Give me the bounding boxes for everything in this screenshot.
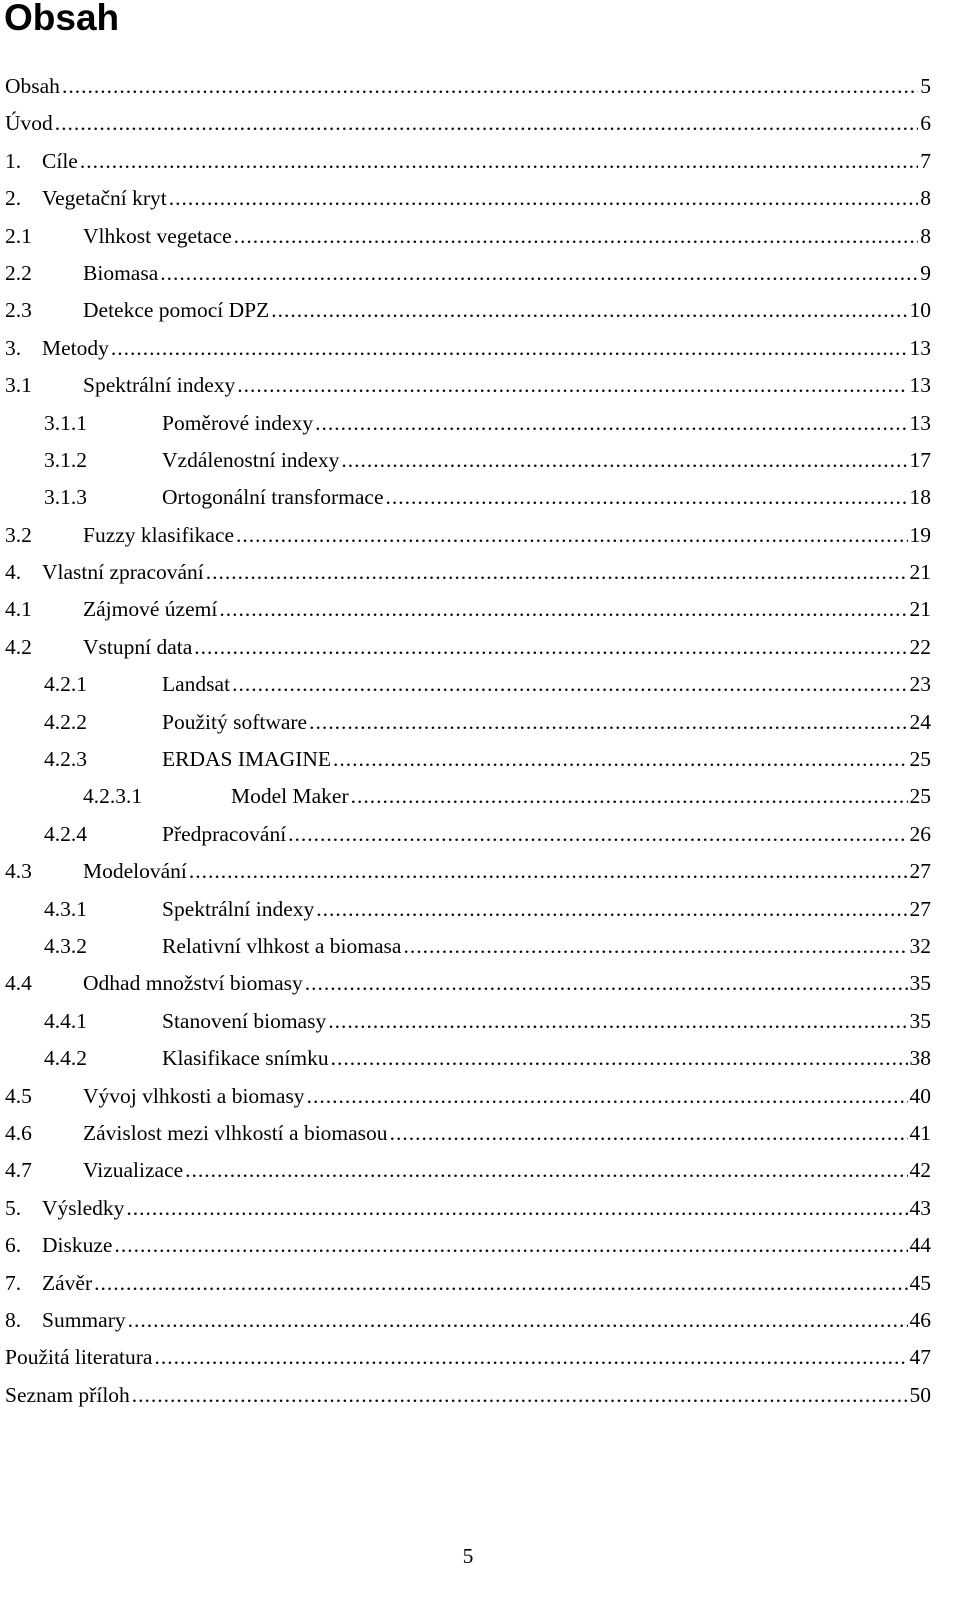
toc-entry[interactable] bbox=[5, 672, 931, 709]
toc-entry-number: 4.2.4 bbox=[44, 821, 87, 846]
toc-entry-title: Zájmové území bbox=[83, 597, 218, 622]
toc-dot-leader bbox=[128, 1308, 908, 1333]
toc-entry-page: 35 bbox=[909, 971, 931, 996]
toc-entry-number: 3.1 bbox=[5, 373, 32, 398]
toc-entry-number: 4.4.1 bbox=[44, 1008, 87, 1033]
toc-entry[interactable] bbox=[5, 523, 931, 560]
toc-entry-page: 8 bbox=[920, 223, 931, 248]
toc-entry-title: Vývoj vlhkosti a biomasy bbox=[83, 1083, 305, 1108]
toc-entry[interactable] bbox=[5, 784, 931, 821]
toc-entry-title: Seznam příloh bbox=[5, 1382, 130, 1407]
toc-entry-title: Fuzzy klasifikace bbox=[83, 522, 235, 547]
toc-entry-number: 4.5 bbox=[5, 1083, 32, 1108]
toc-entry[interactable] bbox=[5, 485, 931, 522]
toc-entry-number: 3.2 bbox=[5, 522, 32, 547]
toc-entry-title: Detekce pomocí DPZ bbox=[83, 298, 270, 323]
toc-entry-page: 38 bbox=[909, 1046, 931, 1071]
toc-entry[interactable] bbox=[5, 111, 931, 148]
toc-entry-number: 4.2.3 bbox=[44, 747, 87, 772]
toc-entry-title: Odhad množství biomasy bbox=[83, 971, 303, 996]
toc-entry-number: 4.1 bbox=[5, 597, 32, 622]
toc-dot-leader bbox=[237, 373, 907, 398]
toc-dot-leader bbox=[386, 485, 908, 510]
toc-entry-title: Spektrální indexy bbox=[83, 373, 236, 398]
toc-dot-leader bbox=[111, 336, 908, 361]
toc-entry-title: Použitá literatura bbox=[5, 1345, 153, 1370]
toc-entry-page: 27 bbox=[909, 859, 931, 884]
toc-entry[interactable] bbox=[5, 747, 931, 784]
toc-dot-leader bbox=[341, 448, 907, 473]
toc-entry-number: 4.3.2 bbox=[44, 933, 87, 958]
toc-entry-number: 3.1.2 bbox=[44, 447, 87, 472]
toc-entry-title: Vlastní zpracování bbox=[42, 560, 204, 585]
toc-entry-page: 19 bbox=[909, 522, 931, 547]
toc-entry-title: Diskuze bbox=[42, 1233, 113, 1258]
toc-entry-title: Model Maker bbox=[231, 784, 349, 809]
toc-entry[interactable] bbox=[5, 897, 931, 934]
toc-entry[interactable] bbox=[5, 1233, 931, 1270]
toc-entry[interactable] bbox=[5, 1196, 931, 1233]
toc-entry-page: 32 bbox=[909, 933, 931, 958]
toc-entry-number: 2.2 bbox=[5, 260, 32, 285]
toc-entry-number: 8. bbox=[5, 1307, 22, 1332]
toc-entry-page: 5 bbox=[920, 74, 931, 98]
toc-entry-title: Předpracování bbox=[162, 821, 287, 846]
toc-entry-title: Metody bbox=[42, 335, 109, 360]
toc-entry[interactable] bbox=[5, 822, 931, 859]
toc-entry-number: 4.3.1 bbox=[44, 896, 87, 921]
toc-entry-page: 26 bbox=[909, 821, 931, 846]
toc-entry[interactable] bbox=[5, 1158, 931, 1195]
toc-entry-page: 24 bbox=[909, 709, 931, 734]
toc-entry-number: 4.2.1 bbox=[44, 672, 87, 697]
toc-entry-page: 50 bbox=[909, 1382, 931, 1407]
toc-entry-number: 4. bbox=[5, 560, 22, 585]
toc-entry-page: 46 bbox=[909, 1307, 931, 1332]
toc-entry-title: Modelování bbox=[83, 859, 187, 884]
toc-entry-title: Vizualizace bbox=[83, 1158, 184, 1183]
toc-entry-page: 42 bbox=[909, 1158, 931, 1183]
toc-dot-leader bbox=[169, 186, 918, 211]
toc-entry-number: 4.4.2 bbox=[44, 1046, 87, 1071]
toc-entry-page: 21 bbox=[909, 597, 931, 622]
toc-dot-leader bbox=[154, 1345, 907, 1370]
toc-dot-leader bbox=[55, 111, 918, 136]
toc-dot-leader bbox=[288, 822, 907, 847]
toc-dot-leader bbox=[315, 411, 907, 436]
toc-entry-page: 13 bbox=[909, 373, 931, 398]
toc-entry-page: 27 bbox=[909, 896, 931, 921]
toc-entry[interactable] bbox=[5, 411, 931, 448]
toc-entry-title: Klasifikace snímku bbox=[162, 1046, 329, 1071]
toc-dot-leader bbox=[189, 859, 908, 884]
toc-dot-leader bbox=[114, 1233, 907, 1258]
toc-entry[interactable] bbox=[5, 710, 931, 747]
toc-entry-title: Závěr bbox=[42, 1270, 93, 1295]
toc-dot-leader bbox=[236, 523, 907, 548]
toc-entry-number: 3.1.1 bbox=[44, 410, 87, 435]
toc-entry-number: 5. bbox=[5, 1195, 22, 1220]
toc-entry-title: Úvod bbox=[5, 111, 53, 136]
toc-entry-title: Biomasa bbox=[83, 260, 159, 285]
toc-entry-title: Vstupní data bbox=[83, 634, 193, 659]
toc-entry-page: 13 bbox=[909, 335, 931, 360]
toc-entry-title: Výsledky bbox=[42, 1195, 125, 1220]
toc-dot-leader bbox=[403, 934, 907, 959]
toc-entry-page: 9 bbox=[920, 260, 931, 285]
toc-entry[interactable] bbox=[5, 448, 931, 485]
toc-dot-leader bbox=[305, 971, 908, 996]
toc-dot-leader bbox=[351, 784, 908, 809]
toc-dot-leader bbox=[219, 597, 907, 622]
toc-entry-number: 4.2 bbox=[5, 634, 32, 659]
toc-entry-title: Obsah bbox=[5, 74, 60, 98]
toc-entry-page: 25 bbox=[909, 747, 931, 772]
toc-entry[interactable] bbox=[5, 1308, 931, 1345]
toc-entry-title: Cíle bbox=[42, 148, 78, 173]
toc-entry[interactable] bbox=[5, 1121, 931, 1158]
toc-entry-number: 4.3 bbox=[5, 859, 32, 884]
toc-entry-page: 10 bbox=[909, 298, 931, 323]
page-number: 5 bbox=[462, 1544, 474, 1568]
toc-entry-title: Vzdálenostní indexy bbox=[162, 447, 340, 472]
toc-entry-page: 6 bbox=[920, 111, 931, 136]
toc-entry-page: 41 bbox=[909, 1120, 931, 1145]
toc-dot-leader bbox=[94, 1271, 907, 1296]
toc-entry-number: 3. bbox=[5, 335, 22, 360]
toc-dot-leader bbox=[328, 1009, 907, 1034]
toc-entry[interactable] bbox=[5, 149, 931, 186]
toc-dot-leader bbox=[307, 1084, 908, 1109]
toc-dot-leader bbox=[132, 1383, 908, 1408]
toc-entry-title: Závislost mezi vlhkostí a biomasou bbox=[83, 1120, 388, 1145]
page-title: Obsah bbox=[4, 0, 120, 38]
toc-entry[interactable] bbox=[5, 1383, 931, 1420]
toc-entry[interactable] bbox=[5, 261, 931, 298]
toc-entry-number: 2. bbox=[5, 186, 22, 211]
toc-entry-title: Summary bbox=[42, 1307, 126, 1332]
toc-entry-page: 17 bbox=[909, 447, 931, 472]
toc-entry[interactable] bbox=[5, 560, 931, 597]
toc-entry-title: Landsat bbox=[162, 672, 231, 697]
toc-entry[interactable] bbox=[5, 1345, 931, 1382]
toc-dot-leader bbox=[331, 1046, 908, 1071]
toc-entry[interactable] bbox=[5, 597, 931, 634]
toc-entry-title: Relativní vlhkost a biomasa bbox=[162, 933, 402, 958]
toc-dot-leader bbox=[316, 897, 907, 922]
toc-entry-number: 7. bbox=[5, 1270, 22, 1295]
toc-entry-number: 4.4 bbox=[5, 971, 32, 996]
toc-entry-number: 4.2.3.1 bbox=[83, 784, 143, 809]
toc-entry[interactable] bbox=[5, 859, 931, 896]
toc-entry-page: 25 bbox=[909, 784, 931, 809]
toc-entry-number: 4.7 bbox=[5, 1158, 32, 1183]
toc-dot-leader bbox=[232, 672, 907, 697]
toc-entry-number: 2.3 bbox=[5, 298, 32, 323]
toc-entry-title: Vegetační kryt bbox=[42, 186, 167, 211]
toc-entry-title: ERDAS IMAGINE bbox=[162, 747, 332, 772]
toc-entry-title: Poměrové indexy bbox=[162, 410, 314, 435]
toc-dot-leader bbox=[160, 261, 918, 286]
toc-entry-number: 1. bbox=[5, 148, 22, 173]
toc-dot-leader bbox=[271, 298, 907, 323]
toc-entry-number: 3.1.3 bbox=[44, 485, 87, 510]
toc-entry-title: Spektrální indexy bbox=[162, 896, 315, 921]
table-of-contents bbox=[5, 74, 931, 1420]
toc-dot-leader bbox=[126, 1196, 907, 1221]
toc-entry[interactable] bbox=[5, 74, 931, 111]
toc-entry-number: 2.1 bbox=[5, 223, 32, 248]
toc-dot-leader bbox=[309, 710, 907, 735]
toc-entry[interactable] bbox=[5, 224, 931, 261]
toc-dot-leader bbox=[194, 635, 907, 660]
toc-dot-leader bbox=[390, 1121, 908, 1146]
toc-entry-page: 21 bbox=[909, 560, 931, 585]
toc-entry[interactable] bbox=[5, 1271, 931, 1308]
toc-entry-page: 22 bbox=[909, 634, 931, 659]
toc-entry[interactable] bbox=[5, 1084, 931, 1121]
toc-entry-title: Použitý software bbox=[162, 709, 308, 734]
toc-entry-number: 4.2.2 bbox=[44, 709, 87, 734]
toc-entry-page: 40 bbox=[909, 1083, 931, 1108]
toc-entry-title: Vlhkost vegetace bbox=[83, 223, 232, 248]
toc-dot-leader bbox=[333, 747, 907, 772]
toc-entry-title: Ortogonální transformace bbox=[162, 485, 384, 510]
toc-entry[interactable] bbox=[5, 373, 931, 410]
toc-entry-page: 44 bbox=[909, 1233, 931, 1258]
toc-entry[interactable] bbox=[5, 971, 931, 1008]
toc-entry[interactable] bbox=[5, 635, 931, 672]
toc-entry[interactable] bbox=[5, 186, 931, 223]
toc-entry-page: 23 bbox=[909, 672, 931, 697]
toc-entry-page: 35 bbox=[909, 1008, 931, 1033]
toc-entry-page: 43 bbox=[909, 1195, 931, 1220]
toc-dot-leader bbox=[206, 560, 908, 585]
toc-entry[interactable] bbox=[5, 934, 931, 971]
toc-dot-leader bbox=[234, 224, 919, 249]
toc-entry[interactable] bbox=[5, 1009, 931, 1046]
toc-entry-page: 7 bbox=[920, 148, 931, 173]
toc-entry[interactable] bbox=[5, 336, 931, 373]
toc-entry-title: Stanovení biomasy bbox=[162, 1008, 327, 1033]
toc-entry-page: 47 bbox=[909, 1345, 931, 1370]
toc-entry-page: 8 bbox=[920, 186, 931, 211]
toc-dot-leader bbox=[80, 149, 918, 174]
toc-entry-page: 45 bbox=[909, 1270, 931, 1295]
toc-entry-number: 6. bbox=[5, 1233, 22, 1258]
toc-entry-page: 13 bbox=[909, 410, 931, 435]
toc-entry-page: 18 bbox=[909, 485, 931, 510]
toc-dot-leader bbox=[62, 74, 918, 99]
toc-entry-number: 4.6 bbox=[5, 1120, 32, 1145]
toc-entry[interactable] bbox=[5, 1046, 931, 1083]
toc-dot-leader bbox=[185, 1158, 907, 1183]
toc-entry[interactable] bbox=[5, 298, 931, 335]
